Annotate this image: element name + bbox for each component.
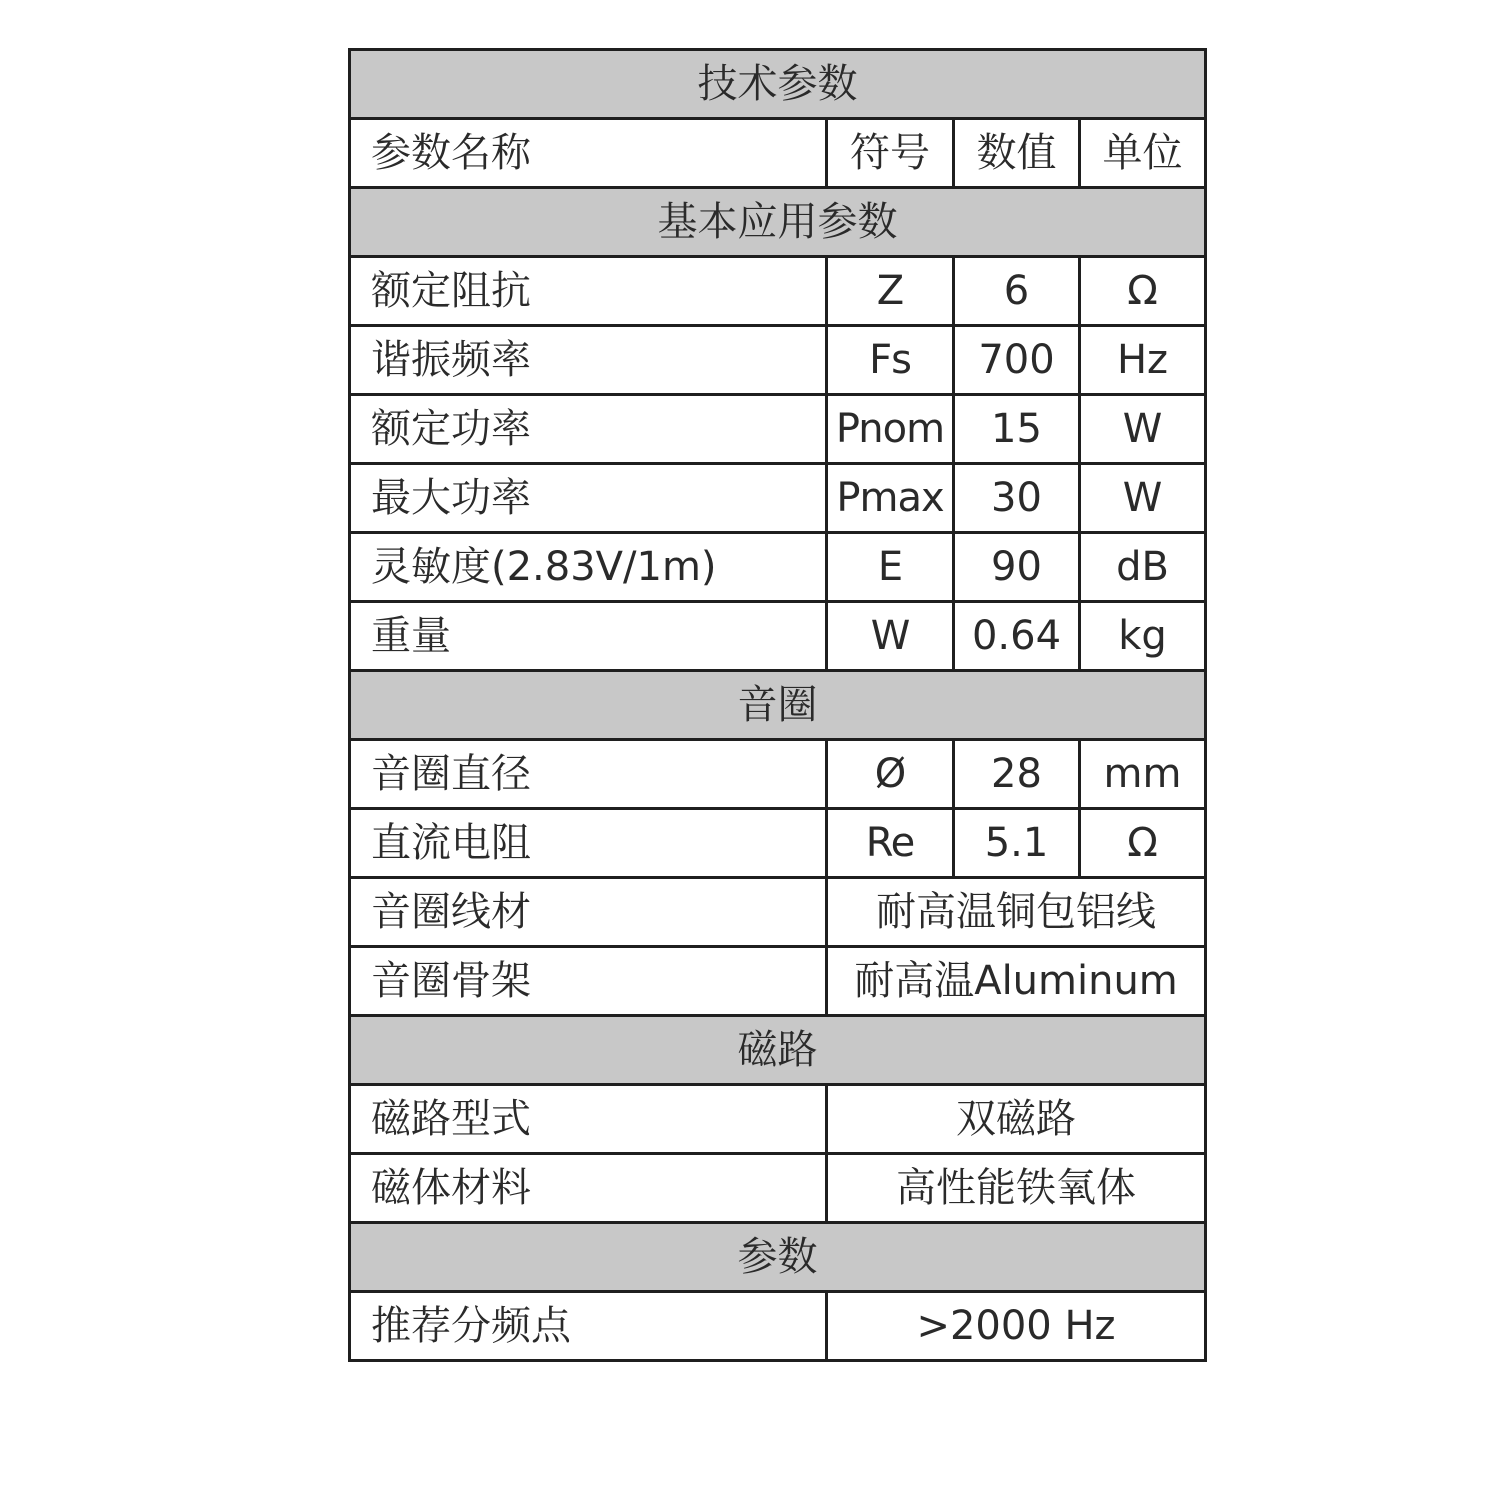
param-symbol: Z [827,257,954,326]
table-row [350,395,1206,464]
title-row [350,50,1206,119]
param-unit: Ω [1080,257,1206,326]
section-row [350,188,1206,257]
table-title: 技术参数 [350,50,1206,119]
param-unit: W [1080,395,1206,464]
param-name: 磁路型式 [350,1085,827,1154]
param-name: 谐振频率 [350,326,827,395]
table-row [350,602,1206,671]
param-value: >2000 Hz [827,1292,1206,1361]
table-row [350,326,1206,395]
section-row [350,1016,1206,1085]
param-name: 磁体材料 [350,1154,827,1223]
param-name: 灵敏度(2.83V/1m) [350,533,827,602]
table-row [350,740,1206,809]
param-name: 重量 [350,602,827,671]
param-name: 最大功率 [350,464,827,533]
section-row [350,1223,1206,1292]
param-symbol: Pnom [827,395,954,464]
param-symbol: W [827,602,954,671]
table-row [350,1154,1206,1223]
param-value: 双磁路 [827,1085,1206,1154]
param-value: 30 [954,464,1080,533]
spec-table [348,48,1207,1362]
header-name: 参数名称 [350,119,827,188]
param-unit: mm [1080,740,1206,809]
param-name: 音圈骨架 [350,947,827,1016]
param-value: 700 [954,326,1080,395]
param-value: 0.64 [954,602,1080,671]
table-row [350,1292,1206,1361]
section-magnetic: 磁路 [350,1016,1206,1085]
param-value: 耐高温Aluminum [827,947,1206,1016]
param-value: 5.1 [954,809,1080,878]
param-value: 28 [954,740,1080,809]
table-row [350,878,1206,947]
param-value: 15 [954,395,1080,464]
table-row [350,533,1206,602]
param-unit: Ω [1080,809,1206,878]
param-unit: Hz [1080,326,1206,395]
param-name: 音圈线材 [350,878,827,947]
table-row [350,947,1206,1016]
section-voice-coil: 音圈 [350,671,1206,740]
param-unit: kg [1080,602,1206,671]
param-name: 额定阻抗 [350,257,827,326]
table-row [350,464,1206,533]
param-symbol: Re [827,809,954,878]
param-name: 直流电阻 [350,809,827,878]
param-value: 6 [954,257,1080,326]
param-name: 额定功率 [350,395,827,464]
header-symbol: 符号 [827,119,954,188]
param-symbol: Ø [827,740,954,809]
param-value: 耐高温铜包铝线 [827,878,1206,947]
param-unit: dB [1080,533,1206,602]
table-row [350,1085,1206,1154]
section-basic: 基本应用参数 [350,188,1206,257]
section-row [350,671,1206,740]
header-row [350,119,1206,188]
param-unit: W [1080,464,1206,533]
param-value: 高性能铁氧体 [827,1154,1206,1223]
header-unit: 单位 [1080,119,1206,188]
table-row [350,809,1206,878]
section-params: 参数 [350,1223,1206,1292]
param-value: 90 [954,533,1080,602]
param-symbol: Fs [827,326,954,395]
param-symbol: Pmax [827,464,954,533]
param-name: 音圈直径 [350,740,827,809]
param-name: 推荐分频点 [350,1292,827,1361]
table-row [350,257,1206,326]
param-symbol: E [827,533,954,602]
header-value: 数值 [954,119,1080,188]
